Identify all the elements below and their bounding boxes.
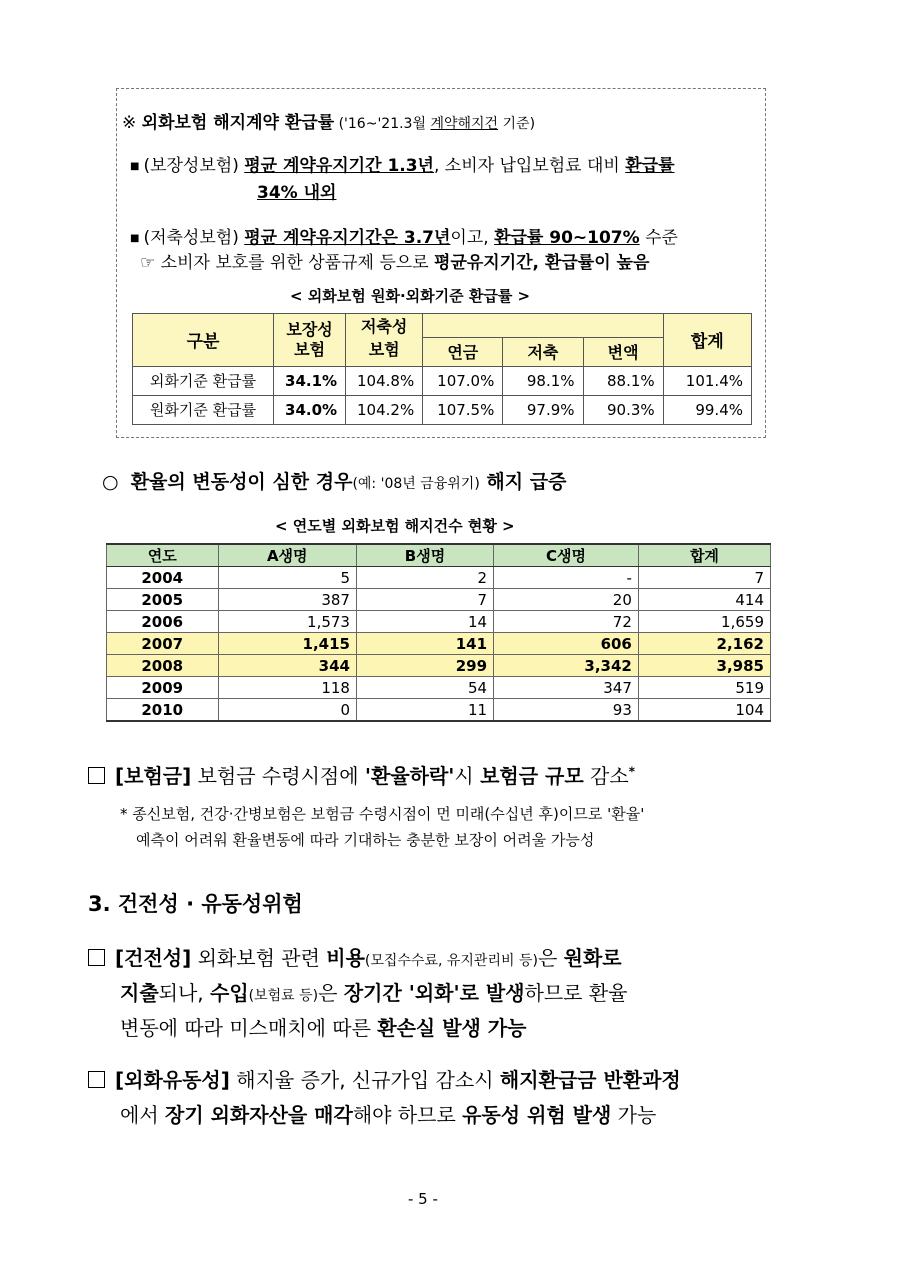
header-saving: 저축 (503, 337, 583, 366)
soundness-line3: 변동에 따라 미스매치에 따른 환손실 발생 가능 (120, 1016, 527, 1040)
checkbox-square-icon (88, 1071, 105, 1088)
table-row: 원화기준 환급률 34.0% 104.2% 107.5% 97.9% 90.3% 99.4% (133, 395, 752, 424)
cancellation-count-table: 연도 A생명 B생명 C생명 합계 2004 5 2 - 7 2005 387 7 20 414 2006 1,573 14 72 1,659 2007 1,415 141 606 2,162 2008 344 299 3,342 3,985 2009 118 54 347 519 2010 0 11 93 104 (106, 543, 771, 722)
rate-table-title: < 외화보험 원화·외화기준 환급률 > (290, 287, 531, 305)
bullet-protection: ■ (보장성보험) 평균 계약유지기간 1.3년, 소비자 납입보험료 대비 환급률 (130, 156, 675, 176)
header-total: 합계 (663, 314, 751, 367)
header-savings: 저축성 (346, 314, 423, 338)
header-variable: 변액 (583, 337, 663, 366)
page-number: - 5 - (408, 1190, 438, 1208)
table-row: 2004 5 2 - 7 (107, 567, 771, 589)
bullet-savings: ■ (저축성보험) 평균 계약유지기간은 3.7년이고, 환급률 90~107% 수준 (130, 228, 678, 248)
checkbox-square-icon (88, 949, 105, 966)
section-heading: 3. 건전성 · 유동성위험 (88, 892, 303, 916)
table-row: 2005 387 7 20 414 (107, 589, 771, 611)
table-row: 2006 1,573 14 72 1,659 (107, 611, 771, 633)
liquidity-line1: [외화유동성] 해지율 증가, 신규가입 감소시 해지환급금 반환과정 (88, 1064, 681, 1093)
header-protection: 보장성 보험 (274, 314, 346, 367)
table-row: 2009 118 54 347 519 (107, 677, 771, 699)
table-row: 2010 0 11 93 104 (107, 699, 771, 722)
footnote-line1: * 종신보험, 건강·간병보험은 보험금 수령시점이 먼 미래(수십년 후)이므로 '환율' (120, 805, 645, 823)
soundness-line1: [건전성] 외화보험 관련 비용(모집수수료, 유지관리비 등)은 원화로 (88, 942, 622, 971)
box-title: ※ 외화보험 해지계약 환급률 ('16~'21.3월 계약해지건 기준) (122, 113, 536, 133)
table-row-highlight: 2007 1,415 141 606 2,162 (107, 633, 771, 655)
header-pension: 연금 (423, 337, 503, 366)
refund-rate-table (132, 313, 752, 425)
footnote-line2: 예측이 어려워 환율변동에 따라 기대하는 충분한 보장이 어려울 가능성 (136, 831, 595, 849)
insurance-payout-paragraph: [보험금] 보험금 수령시점에 '환율하락'시 보험금 규모 감소* (88, 760, 635, 789)
bullet-consumer: ☞ 소비자 보호를 위한 상품규제 등으로 평균유지기간, 환급률이 높음 (140, 253, 650, 273)
table-row: 외화기준 환급률 34.1% 104.8% 107.0% 98.1% 88.1% 101.4% (133, 366, 752, 395)
checkbox-square-icon (88, 767, 105, 784)
liquidity-line2: 에서 장기 외화자산을 매각해야 하므로 유동성 위험 발생 가능 (120, 1103, 657, 1127)
volatility-point: ○ 환율의 변동성이 심한 경우(예: '08년 금융위기) 해지 급증 (102, 471, 567, 493)
header-gubun: 구분 (133, 314, 274, 367)
count-table-title: < 연도별 외화보험 해지건수 현황 > (275, 517, 515, 535)
table-row-highlight: 2008 344 299 3,342 3,985 (107, 655, 771, 677)
header-savings-2: 보험 (346, 337, 423, 366)
soundness-line2: 지출되나, 수입(보험료 등)은 장기간 '외화'로 발생하므로 환율 (120, 981, 628, 1005)
bullet-protection-line2: 34% 내외 (257, 183, 337, 203)
